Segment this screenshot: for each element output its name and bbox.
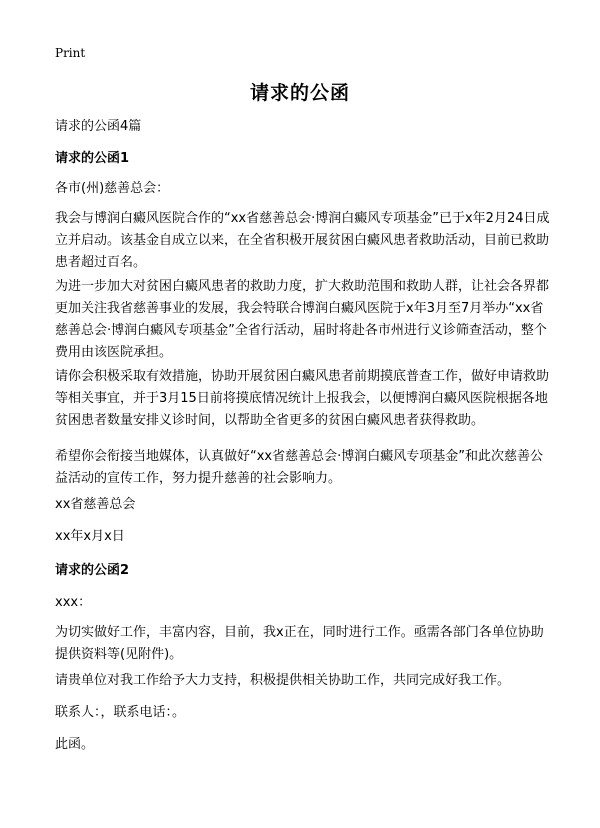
letter2-contact: 联系人：，联系电话：。	[55, 705, 186, 720]
letter2-salutation: xxx：	[55, 595, 92, 610]
letter1-paragraph: 希望你会衔接当地媒体，认真做好“xx省慈善总会·博润白癜风专项基金”和此次慈善公益活动的宣传工作，努力提升慈善的社会影响力。	[55, 449, 543, 486]
letter1-paragraph: 请你会积极采取有效措施，协助开展贫困白癜风患者前期摸底普查工作，做好申请救助等相关事宜，并于3月15日前将摸底情况统计上报我会，以便博润白癜风医院根据各地贫困患者数量安排义诊时间，以帮助全省更多的贫困白癜风患者获得救助。	[55, 369, 550, 428]
letter2-paragraph: 为切实做好工作，丰富内容，目前，我x正在，同时进行工作。亟需各部门各单位协助提供资料等(见附件)。	[55, 625, 544, 662]
letter1-signature: xx省慈善总会	[55, 497, 136, 512]
letter1-date: xx年x月x日	[55, 529, 125, 544]
letter2-heading: 请求的公函2	[55, 563, 130, 578]
letter2-paragraph: 请贵单位对我工作给予大力支持，积极提供相关协助工作，共同完成好我工作。	[55, 673, 511, 688]
document-subtitle: 请求的公函4篇	[55, 119, 142, 134]
letter1-paragraph: 我会与博润白癜风医院合作的“xx省慈善总会·博润白癜风专项基金”已于x年2月24日成立并启动。该基金自成立以来，在全省积极开展贫困白癜风患者救助活动，目前已救助患者超过百名。	[55, 211, 550, 270]
print-link[interactable]: Print	[55, 46, 86, 60]
letter1-paragraph: 为进一步加大对贫困白癜风患者的救助力度，扩大救助范围和救助人群，让社会各界都更加关注我省慈善事业的发展，我会特联合博润白癜风医院于x年3月至7月举办“xx省慈善总会·博润白癜风专项基金”全省行活动，届时将赴各市州进行义诊筛查活动，整个费用由该医院承担。	[55, 279, 550, 360]
letter2-closing: 此函。	[55, 737, 95, 752]
letter1-heading: 请求的公函1	[55, 151, 130, 166]
page-title: 请求的公函	[249, 82, 350, 104]
letter1-salutation: 各市(州)慈善总会：	[55, 181, 170, 196]
